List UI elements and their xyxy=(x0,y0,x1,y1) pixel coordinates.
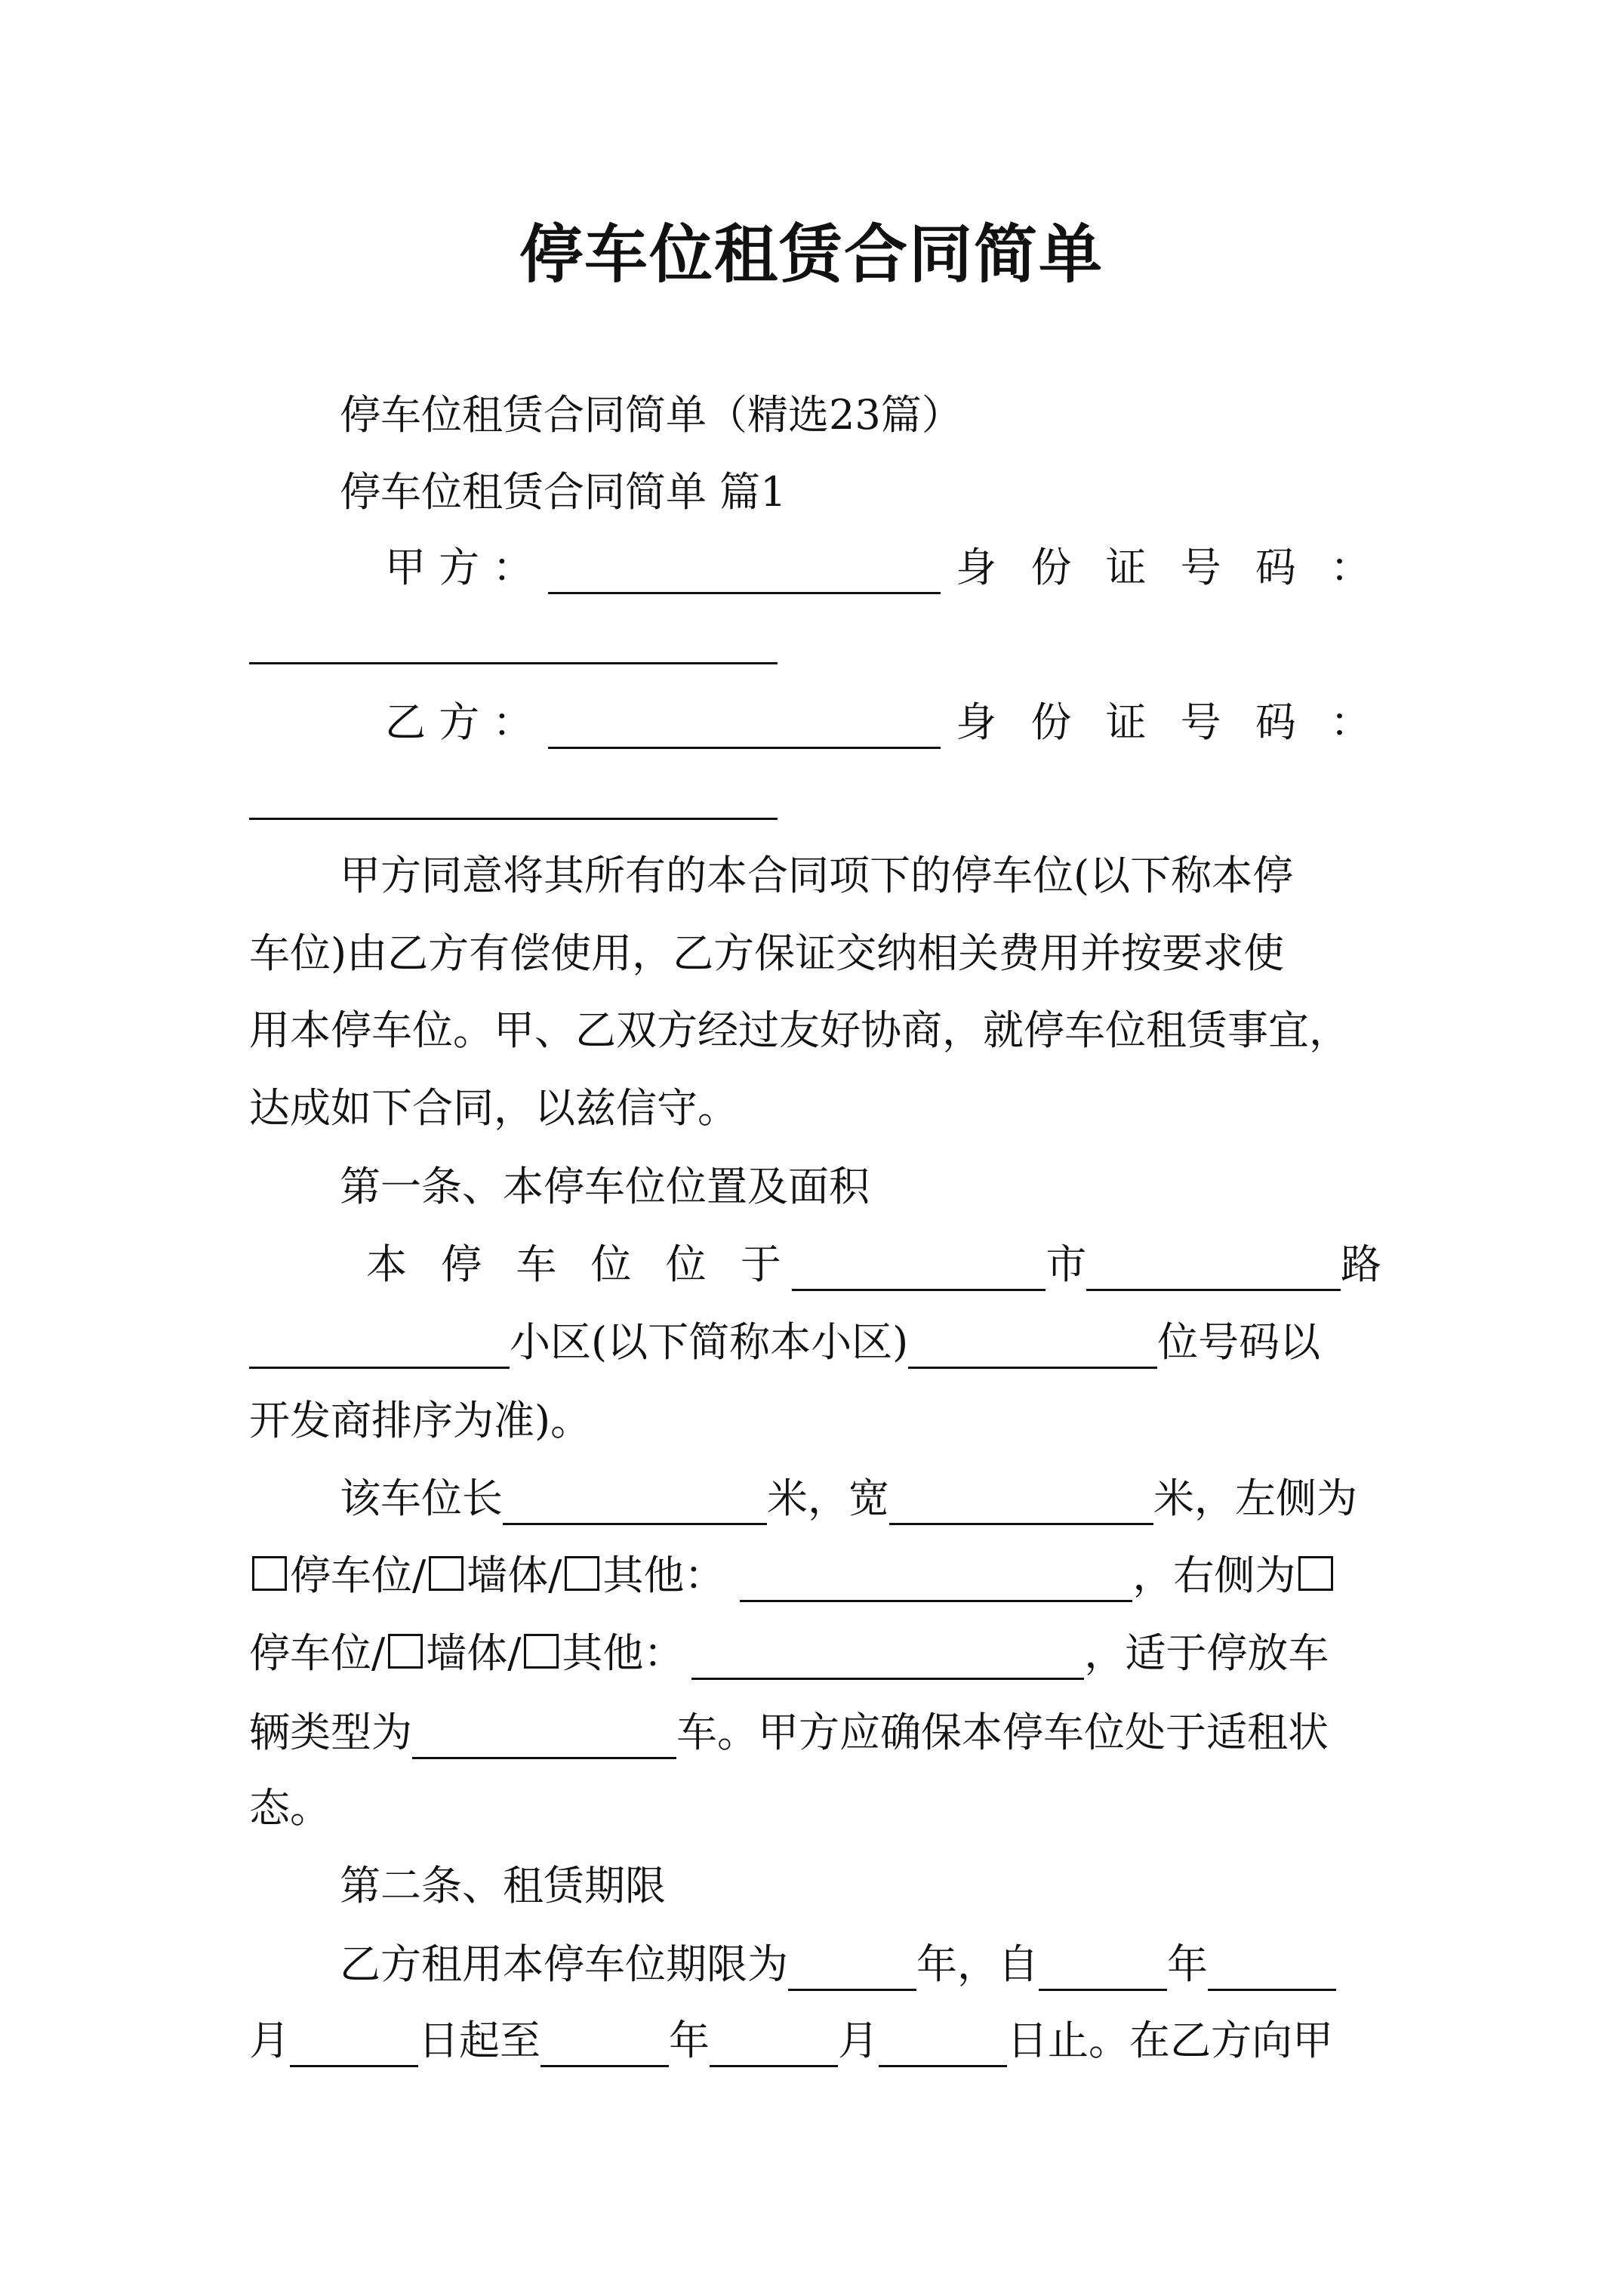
width-blank xyxy=(889,1481,1153,1525)
subtitle: 停车位租赁合同简单（精选23篇） xyxy=(340,391,962,439)
article1-heading: 第一条、本停车位位置及面积 xyxy=(340,1163,870,1210)
left-parking-label: 停车位/ xyxy=(290,1552,427,1599)
left-wall-label: 墙体/ xyxy=(467,1552,562,1599)
party-b-name-blank xyxy=(548,704,941,749)
start-day-label: 日起至 xyxy=(418,2017,540,2064)
article2-heading: 第二条、租赁期限 xyxy=(340,1862,666,1909)
community-label: 小区(以下简称本小区) xyxy=(510,1318,909,1366)
intro-line-1: 甲方同意将其所有的本合同项下的停车位(以下称本停 xyxy=(340,852,1294,899)
left-side-label: 米，左侧为 xyxy=(1153,1475,1357,1522)
left-other-blank xyxy=(740,1558,1132,1602)
length-blank xyxy=(503,1481,767,1525)
vehicle-type-label: 辆类型为 xyxy=(249,1709,412,1756)
party-b-label: 乙 方 ： xyxy=(385,698,534,746)
vehicle-suitable-label: ，适于停放车 xyxy=(1084,1629,1329,1677)
page-title: 停车位租赁合同简单 xyxy=(519,217,1104,291)
start-year-blank xyxy=(1039,1946,1167,1991)
start-year-label: 年 xyxy=(1167,1940,1208,1988)
space-number-label: 位号码以 xyxy=(1157,1318,1321,1366)
left-other-checkbox[interactable] xyxy=(565,1556,599,1591)
right-wall-checkbox[interactable] xyxy=(388,1634,423,1669)
term-years-blank xyxy=(788,1946,916,1991)
article1-line-last: 态。 xyxy=(249,1784,331,1832)
vehicle-type-suffix: 车。甲方应确保本停车位处于适租状 xyxy=(676,1709,1329,1756)
article2-dates-row xyxy=(249,2014,1381,2067)
article1-size-row xyxy=(340,1472,1381,1525)
road-blank xyxy=(1086,1247,1341,1291)
party-a-label: 甲 方 ： xyxy=(385,544,534,591)
right-parking-checkbox-1[interactable] xyxy=(1298,1556,1333,1591)
end-month-blank xyxy=(710,2023,838,2067)
start-month-blank xyxy=(1208,1946,1336,1991)
intro-line-4: 达成如下合同，以兹信守。 xyxy=(249,1084,738,1132)
article1-right-options-row xyxy=(249,1627,1381,1680)
right-wall-label: 墙体/ xyxy=(426,1629,522,1677)
right-side-label: ，右侧为 xyxy=(1132,1552,1296,1599)
intro-line-3: 用本停车位。甲、乙双方经过友好协商，就停车位租赁事宜， xyxy=(249,1006,1350,1054)
term-label: 乙方租用本停车位期限为 xyxy=(340,1940,788,1988)
right-other-checkbox[interactable] xyxy=(524,1634,559,1669)
party-a-id-label: 身 份 证 号 码 ： xyxy=(956,544,1381,591)
length-label: 该车位长 xyxy=(340,1475,503,1522)
vehicle-type-blank xyxy=(412,1715,676,1759)
city-suffix: 市 xyxy=(1046,1240,1087,1288)
location-label: 本 停 车 位 位 于 xyxy=(366,1240,792,1288)
intro-line-2: 车位)由乙方有偿使用，乙方保证交纳相关费用并按要求使 xyxy=(249,929,1285,977)
article1-left-options-row xyxy=(249,1549,1381,1602)
road-suffix: 路 xyxy=(1340,1240,1381,1288)
article2-term-row xyxy=(340,1938,1381,1991)
section-title: 停车位租赁合同简单 篇1 xyxy=(340,468,787,516)
end-day-blank xyxy=(879,2023,1007,2067)
party-b-id-label: 身 份 证 号 码 ： xyxy=(956,698,1381,746)
term-from-label: 年，自 xyxy=(916,1940,1039,1988)
left-parking-checkbox[interactable] xyxy=(252,1556,287,1591)
right-other-blank xyxy=(691,1635,1084,1680)
party-b-row xyxy=(385,696,1381,749)
start-day-blank xyxy=(290,2023,418,2067)
end-month-label: 月 xyxy=(838,2017,879,2064)
right-other-label: 其他： xyxy=(562,1629,685,1677)
space-number-blank xyxy=(908,1324,1157,1369)
start-month-label: 月 xyxy=(249,2017,290,2064)
width-label: 米，宽 xyxy=(767,1475,889,1522)
party-a-row xyxy=(385,541,1381,594)
end-day-label: 日止。在乙方向甲 xyxy=(1007,2017,1333,2064)
article1-vehicle-row xyxy=(249,1706,1381,1759)
left-other-label: 其他： xyxy=(602,1552,725,1599)
party-a-name-blank xyxy=(548,550,941,594)
party-a-id-blank xyxy=(249,660,778,664)
left-wall-checkbox[interactable] xyxy=(429,1556,463,1591)
end-year-label: 年 xyxy=(669,2017,710,2064)
right-parking-label: 停车位/ xyxy=(249,1629,386,1677)
community-blank xyxy=(249,1324,510,1369)
city-blank xyxy=(792,1247,1046,1291)
party-b-id-blank xyxy=(249,815,778,820)
end-year-blank xyxy=(540,2023,669,2067)
article1-location-row xyxy=(366,1238,1381,1291)
article1-community-row xyxy=(249,1316,1381,1369)
article1-line-3: 开发商排序为准)。 xyxy=(249,1397,592,1444)
